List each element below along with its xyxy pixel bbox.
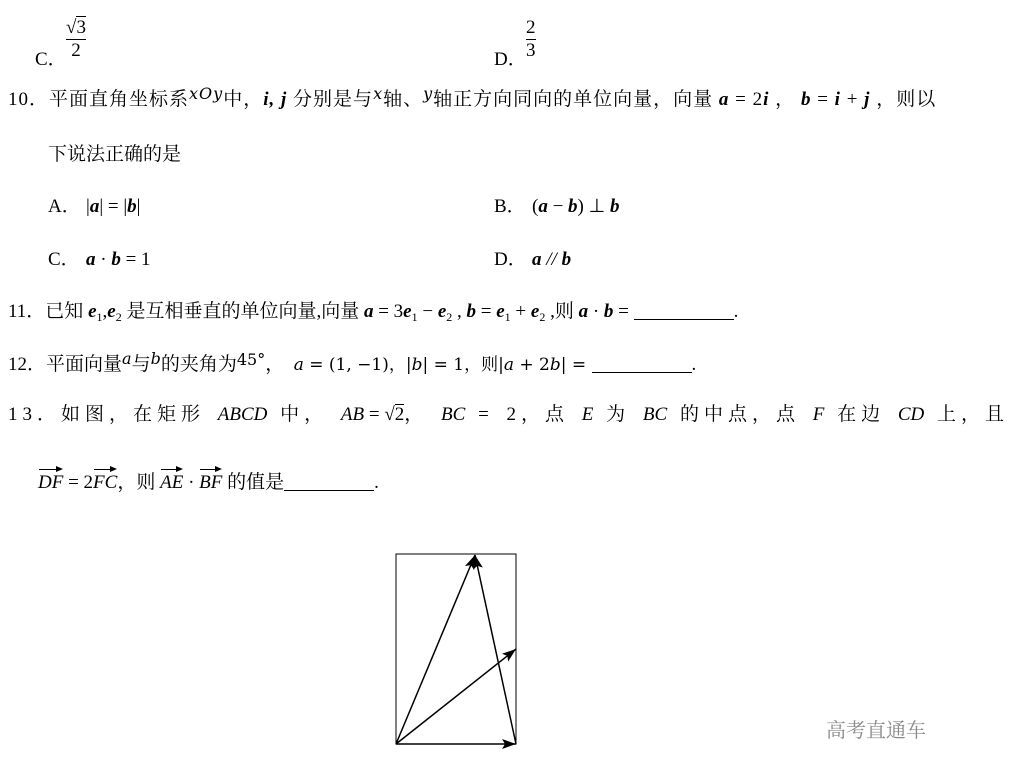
vector-b: b <box>800 89 812 110</box>
vector-ae-arrow <box>396 649 516 744</box>
subscript: 1 <box>504 310 511 324</box>
fraction-denominator: 3 <box>526 40 536 61</box>
stem-text: ，则 <box>117 472 161 493</box>
sentence-end: . <box>691 354 697 375</box>
unit-vector-j: j <box>281 89 288 110</box>
math-expression: + 2 <box>513 355 550 375</box>
vector-b: b <box>609 196 620 217</box>
absolute-value-bar: | <box>86 196 90 217</box>
answer-blank <box>592 372 692 373</box>
vector-b: b <box>150 349 161 368</box>
radical-sign: √ <box>384 404 395 425</box>
vector-b: b <box>411 355 423 375</box>
axis-y-label: y <box>423 84 434 103</box>
dot-product-operator: · <box>588 301 604 322</box>
stem-text: 轴、 <box>383 89 424 110</box>
option-label: A． <box>48 196 81 217</box>
question-number: 13． <box>8 404 62 425</box>
unit-vector-i: i <box>763 89 770 110</box>
stem-text: 与 <box>131 354 151 375</box>
stem-text: 已知 <box>45 301 89 322</box>
unit-vector-j: j <box>864 89 871 110</box>
stem-text: ,则 <box>545 301 579 322</box>
question-10-option-c <box>48 248 151 272</box>
stem-text: ， <box>265 354 294 375</box>
radicand: 2 <box>394 404 405 425</box>
parenthesis: ) <box>577 196 584 217</box>
fraction-denominator: 2 <box>71 40 81 61</box>
vector-fc: FC <box>93 466 117 495</box>
question-10-stem-line-2: 下说法正确的是 <box>48 144 182 165</box>
option-label: C． <box>48 249 80 270</box>
question-number: 12． <box>8 354 47 375</box>
comma: , <box>452 301 467 322</box>
question-number: 11． <box>8 301 46 322</box>
vector-e1 <box>88 300 102 324</box>
math-operator: = <box>613 301 634 322</box>
stem-text: 中， <box>223 89 264 110</box>
stem-text: 的夹角为 <box>160 354 237 375</box>
vector-ae: AE <box>160 466 183 495</box>
stem-text: 在边 <box>824 404 898 425</box>
math-operator: − <box>547 196 569 217</box>
question-13-stem-line-1 <box>8 403 1009 427</box>
vector-e2 <box>438 300 452 324</box>
math-operator: | = | <box>99 196 128 217</box>
parenthesis: ( <box>532 196 539 217</box>
point-f: F <box>812 404 825 425</box>
question-11 <box>8 300 738 324</box>
vector-b: b <box>568 196 578 217</box>
rectangle-abcd <box>396 554 516 744</box>
perpendicular-symbol: ⊥ <box>583 196 610 217</box>
stem-text: 轴正方向同向的单位向量，向量 <box>433 89 719 110</box>
stem-text: 中， <box>267 404 341 425</box>
vector-e2 <box>531 300 545 324</box>
answer-blank <box>634 319 734 320</box>
absolute-value-bar: | <box>136 196 141 217</box>
comma: , <box>102 301 108 322</box>
math-operator: = <box>364 404 385 425</box>
vector-a: a <box>538 196 548 217</box>
math-operator: = <box>476 301 497 322</box>
rectangle-name: ABCD <box>217 404 268 425</box>
point-e: E <box>581 404 594 425</box>
vector-letter: e <box>530 301 540 322</box>
segment-cd: CD <box>897 404 925 425</box>
question-10-option-b <box>494 195 619 219</box>
unit-vector-i: i <box>263 89 270 110</box>
vector-a: a <box>86 249 96 270</box>
sentence-end: . <box>733 301 739 322</box>
vector-b: b <box>549 355 561 375</box>
subscript: 2 <box>446 310 453 324</box>
vector-a: a <box>578 301 589 322</box>
math-operator: − <box>417 301 438 322</box>
question-10-option-d <box>494 248 571 272</box>
question-12 <box>8 349 697 377</box>
segment-bc: BC <box>441 404 466 425</box>
option-label: D． <box>494 249 527 270</box>
previous-option-d-label: D． <box>494 49 527 70</box>
math-operator: + <box>840 89 865 110</box>
stem-text: ， <box>404 404 442 425</box>
math-expression: | = 1，则| <box>422 355 504 375</box>
vector-letter: e <box>88 301 97 322</box>
stem-text: 平面向量 <box>46 354 123 375</box>
radical-sign: √ <box>66 17 77 38</box>
vector-bf: BF <box>199 466 222 495</box>
math-operator: = 1 <box>120 249 151 270</box>
previous-option-c-label: C． <box>35 49 67 70</box>
stem-text: 上，且 <box>924 404 1009 425</box>
vector-b: b <box>111 249 121 270</box>
stem-text: 平面直角坐标系 <box>49 89 190 110</box>
radicand: 3 <box>76 17 86 38</box>
math-operator: + <box>510 301 531 322</box>
vector-b: b <box>561 249 572 270</box>
math-operator: = <box>811 89 835 110</box>
stem-text: 的中点，点 <box>667 404 813 425</box>
vector-letter: e <box>107 301 116 322</box>
axis-x-label: x <box>373 84 384 103</box>
vector-letter: e <box>496 301 505 322</box>
stem-text: 如图，在矩形 <box>61 404 218 425</box>
previous-option-c-fraction <box>66 17 86 62</box>
stem-text: 是互相垂直的单位向量,向量 <box>121 301 364 322</box>
vector-e2 <box>107 300 121 324</box>
vector-e1 <box>403 300 417 324</box>
math-expression: | = <box>560 355 592 375</box>
vector-df: DF <box>38 466 63 495</box>
stem-text: 的值是 <box>222 472 285 493</box>
math-operator: = 2 <box>729 89 764 110</box>
math-expression: = (1, −1)，| <box>303 355 412 375</box>
vector-letter: e <box>437 301 447 322</box>
dot-product-operator: · <box>183 472 200 493</box>
vector-a: a <box>293 355 304 375</box>
vector-a: a <box>122 349 132 368</box>
watermark-text: 高考直通车 <box>826 720 926 742</box>
vector-a: a <box>718 89 730 110</box>
coordinate-system-label: xOy <box>189 84 224 103</box>
stem-text: 分别是与 <box>287 89 374 110</box>
vector-a: a <box>503 355 514 375</box>
vector-letter: e <box>403 301 412 322</box>
vector-a: a <box>363 301 374 322</box>
stem-text: 为 <box>593 404 643 425</box>
subscript: 2 <box>539 310 546 324</box>
stem-text: = 2，点 <box>465 404 582 425</box>
question-13-stem-line-2 <box>38 466 379 495</box>
question-10-stem-line-1 <box>8 84 937 112</box>
math-operator: = 3 <box>373 301 404 322</box>
question-number: 10． <box>8 89 50 110</box>
angle-value: 45° <box>236 350 266 369</box>
vector-a: a <box>89 196 100 217</box>
subscript: 2 <box>115 310 122 324</box>
subscript: 1 <box>411 310 418 324</box>
previous-option-d-fraction <box>526 17 536 62</box>
vector-bf-arrow <box>475 555 516 744</box>
segment-bc: BC <box>642 404 668 425</box>
segment-ab: AB <box>340 404 365 425</box>
subscript: 1 <box>96 310 103 324</box>
unit-vector-i: i <box>834 89 841 110</box>
fraction-numerator <box>66 17 86 39</box>
stem-text: ，则以 <box>870 89 937 110</box>
fraction-numerator: 2 <box>526 17 536 38</box>
rectangle-vector-figure <box>390 548 522 750</box>
stem-text: ， <box>769 89 801 110</box>
dot-product-operator: · <box>95 249 112 270</box>
vector-b: b <box>466 301 477 322</box>
vector-af-arrow <box>396 555 475 744</box>
vector-b: b <box>603 301 614 322</box>
math-operator: = 2 <box>63 472 94 493</box>
parallel-symbol: // <box>541 249 562 270</box>
question-10-option-a <box>48 195 140 219</box>
sentence-end: . <box>374 472 379 493</box>
vector-a: a <box>532 249 542 270</box>
vector-e1 <box>496 300 510 324</box>
option-label: B． <box>494 196 526 217</box>
vector-b: b <box>127 196 137 217</box>
answer-blank <box>284 490 374 491</box>
comma: , <box>269 89 282 110</box>
